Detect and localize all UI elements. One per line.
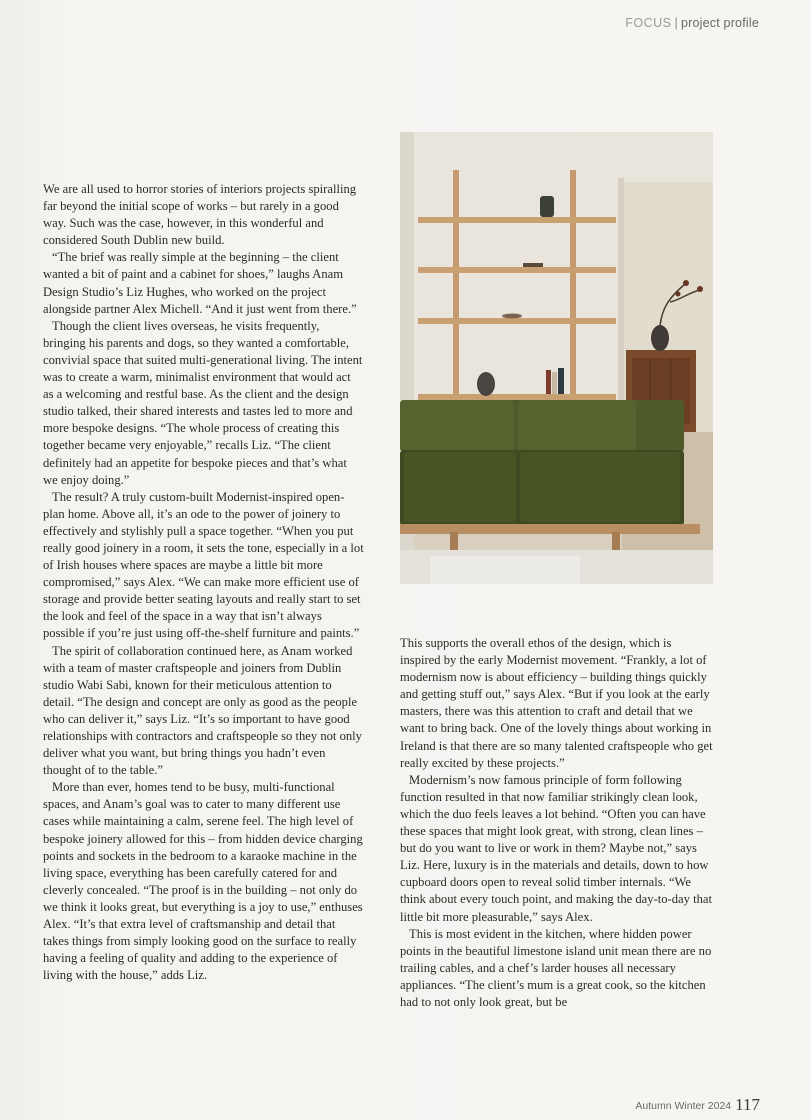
page-number: 117: [735, 1095, 760, 1114]
paragraph: Modernism’s now famous principle of form following function resulted in that now familiar strikingly clean look, which the duo feels leaves a lot behind. “Often you can have these spaces that might look great, with strong, clean lines – but do you want to live or work in them? Maybe not,” says Liz. Here, luxury is in the materials and details, down to how cupboard doors open to reveal solid timber internals. “We think about every touch point, and making the day-to-day that little bit more pleasurable,” says Alex.: [400, 772, 712, 924]
left-text-column: [43, 181, 364, 984]
page-footer: [635, 1095, 760, 1115]
paragraph: Though the client lives overseas, he visits frequently, bringing his parents and dogs, so they wanted a comfortable, convivial space that suited multi-generational living. The intent was to create a warm, minimalist environment that would act as a welcoming and restful base. As the client and the design studio talked, their shared interests and tastes led to more and more bespoke designs. “The whole process of creating this together became very enjoyable,” recalls Liz. “The client definitely had an appetite for bespoke pieces and that’s what we enjoy doing.”: [43, 318, 363, 487]
paragraph: This is most evident in the kitchen, where hidden power points in the beautiful limestone island unit mean there are no trailing cables, and a chef’s larder houses all necessary appliances. “The client’s mum is a great cook, so the kitchen had to not only look great, but be: [400, 926, 712, 1009]
paragraph: This supports the overall ethos of the design, which is inspired by the early Modernist movement. “Frankly, a lot of modernism now is about efficiency – building things quickly and getting stuff out,” says Alex. “But if you look at the early masters, there was this attention to craft and detail that we want to bring back. One of the lovely things about working in Ireland is that there are so many talented craftspeople who get really excited by these projects.”: [400, 636, 713, 770]
paragraph: We are all used to horror stories of interiors projects spiralling far beyond the initial scope of works – but rarely in a good way. Such was the case, however, in this wonderful and considered South Dublin new build.: [43, 182, 357, 248]
subsection-label: project profile: [680, 16, 759, 30]
paragraph: The spirit of collaboration continued here, as Anam worked with a team of master craftspeople and joiners from Dublin studio Wabi Sabi, known for their meticulous attention to detail. “The design and concept are only as good as the people who can deliver it,” says Liz. “It’s so important to have good relationships with contractors and craftspeople so they not only deliver what you want, but bring things you hadn’t even thought of to the table.”: [43, 643, 362, 778]
living-room-illustration: [400, 132, 713, 584]
right-text-column: [400, 635, 714, 1011]
paragraph: The result? A truly custom-built Modernist-inspired open-plan home. Above all, it’s an ode to the power of joinery to effectively and stylishly pull a space together. “When you put really good joinery in a room, it sets the tone, especially in a lot of Irish houses where spaces are maybe a little bit more compromised,” says Alex. “We can make more efficient use of storage and provide better seating layouts and really start to set the look and feel of the space in a way that isn’t always possible if you’re just using off-the-shelf furniture and paints.”: [43, 489, 364, 641]
section-header: [625, 16, 759, 30]
paragraph: “The brief was really simple at the beginning – the client wanted a bit of paint and a cabinet for shoes,” laughs Anam Design Studio’s Liz Hughes, who worked on the project alongside partner Alex Michell. “And it just went from there.”: [43, 250, 357, 316]
header-separator: |: [674, 16, 678, 30]
issue-label: Autumn Winter 2024: [635, 1100, 732, 1112]
interior-photo: [400, 132, 713, 584]
paragraph: More than ever, homes tend to be busy, multi-functional spaces, and Anam’s goal was to cater to many different use cases while maintaining a calm, serene feel. The high level of bespoke joinery allowed for this – from hidden device charging points and sockets in the bedroom to a karaoke machine in the living space, everything has been carefully catered for and cleverly concealed. “The proof is in the building – not only do we think it looks great, but everything is a joy to use,” enthuses Alex. “It’s that extra level of craftsmanship and detail that takes things from simply looking good on the surface to really having a feeling of quality and adding to the experience of living with the house,” adds Liz.: [43, 780, 363, 983]
section-label: FOCUS: [625, 16, 672, 30]
